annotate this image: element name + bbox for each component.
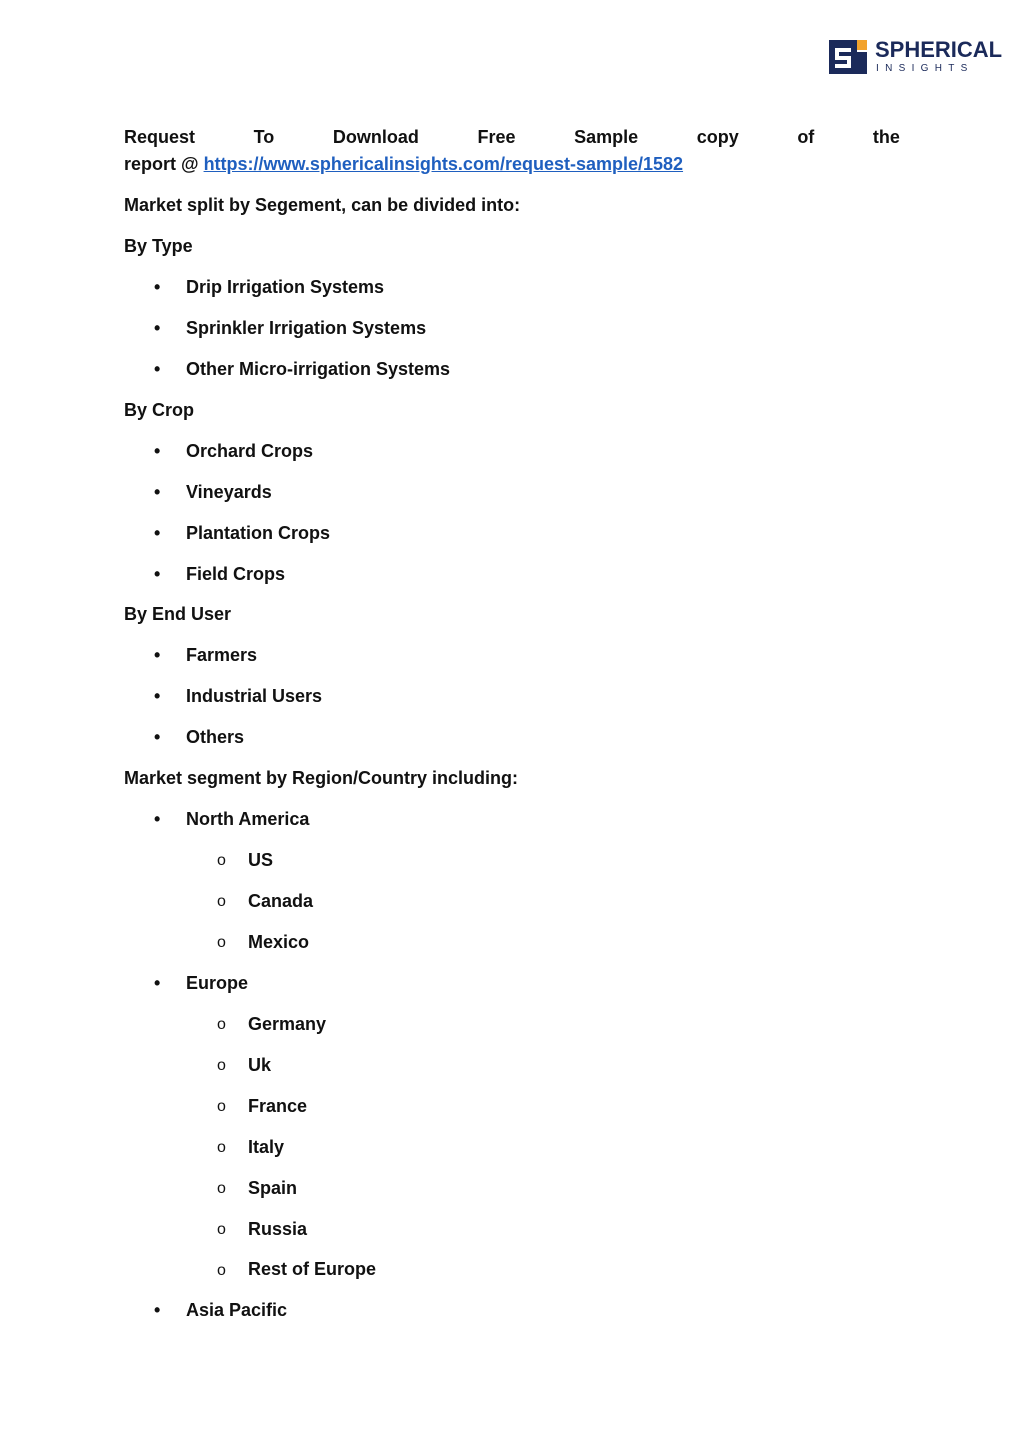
request-word: To (253, 127, 275, 147)
logo-wordmark: SPHERICAL (875, 37, 1003, 62)
country-item: Uk (248, 1055, 272, 1075)
sub-bullet-icon: o (217, 1098, 226, 1115)
list-item: Farmers (186, 645, 258, 665)
request-word: Sample (574, 127, 639, 147)
request-sample-link[interactable]: https://www.sphericalinsights.com/request-sample/1582 (203, 154, 684, 174)
region-item-asia-pacific: Asia Pacific (186, 1300, 288, 1320)
bullet-icon: • (154, 441, 161, 461)
bullet-icon: • (154, 645, 161, 665)
region-item-north-america: North America (186, 809, 310, 829)
bullet-icon: • (154, 277, 161, 297)
country-item: Mexico (248, 932, 310, 952)
list-item: Field Crops (186, 564, 286, 584)
bullet-icon: • (154, 809, 161, 829)
request-word: the (872, 127, 900, 147)
request-word: Free (477, 127, 516, 147)
list-item: Other Micro-irrigation Systems (186, 359, 451, 379)
list-item: Industrial Users (186, 686, 323, 706)
bullet-icon: • (154, 482, 161, 502)
request-word: copy (696, 127, 739, 147)
country-item: Germany (248, 1014, 327, 1034)
request-word: Request (124, 127, 196, 147)
sub-bullet-icon: o (217, 1139, 226, 1156)
country-item: Italy (248, 1137, 285, 1157)
country-item: Spain (248, 1178, 298, 1198)
spherical-insights-logo (829, 37, 1003, 76)
by-type-heading: By Type (124, 236, 193, 256)
sub-bullet-icon: o (217, 1057, 226, 1074)
country-item: Canada (248, 891, 314, 911)
bullet-icon: • (154, 318, 161, 338)
sub-bullet-icon: o (217, 934, 226, 951)
sub-bullet-icon: o (217, 1180, 226, 1197)
bullet-icon: • (154, 686, 161, 706)
sub-bullet-icon: o (217, 852, 226, 869)
country-item: France (248, 1096, 308, 1116)
segment-intro: Market split by Segement, can be divided into: (124, 195, 521, 215)
request-report-line (124, 151, 900, 178)
bullet-icon: • (154, 564, 161, 584)
list-item: Drip Irrigation Systems (186, 277, 385, 297)
report-prefix: report @ (124, 154, 204, 174)
region-item-europe: Europe (186, 973, 249, 993)
sub-bullet-icon: o (217, 1262, 226, 1279)
list-item: Others (186, 727, 245, 747)
list-item: Sprinkler Irrigation Systems (186, 318, 427, 338)
country-item: Rest of Europe (248, 1259, 377, 1279)
bullet-icon: • (154, 727, 161, 747)
request-word: of (797, 127, 815, 147)
list-item: Orchard Crops (186, 441, 314, 461)
region-heading: Market segment by Region/Country including: (124, 768, 519, 788)
logo-mark-icon (829, 40, 867, 74)
list-item: Plantation Crops (186, 523, 331, 543)
document-body (124, 124, 900, 1320)
bullet-icon: • (154, 359, 161, 379)
sub-bullet-icon: o (217, 1016, 226, 1033)
logo-subtitle: INSIGHTS (876, 63, 974, 74)
bullet-icon: • (154, 973, 161, 993)
bullet-icon: • (154, 1300, 161, 1320)
by-end-user-heading: By End User (124, 604, 232, 624)
list-item: Vineyards (186, 482, 272, 502)
sub-bullet-icon: o (217, 893, 226, 910)
request-word: Download (332, 127, 419, 147)
request-sample-line (124, 124, 900, 151)
country-item: US (248, 850, 274, 870)
by-crop-heading: By Crop (124, 400, 195, 420)
country-item: Russia (248, 1219, 308, 1239)
bullet-icon: • (154, 523, 161, 543)
sub-bullet-icon: o (217, 1221, 226, 1238)
